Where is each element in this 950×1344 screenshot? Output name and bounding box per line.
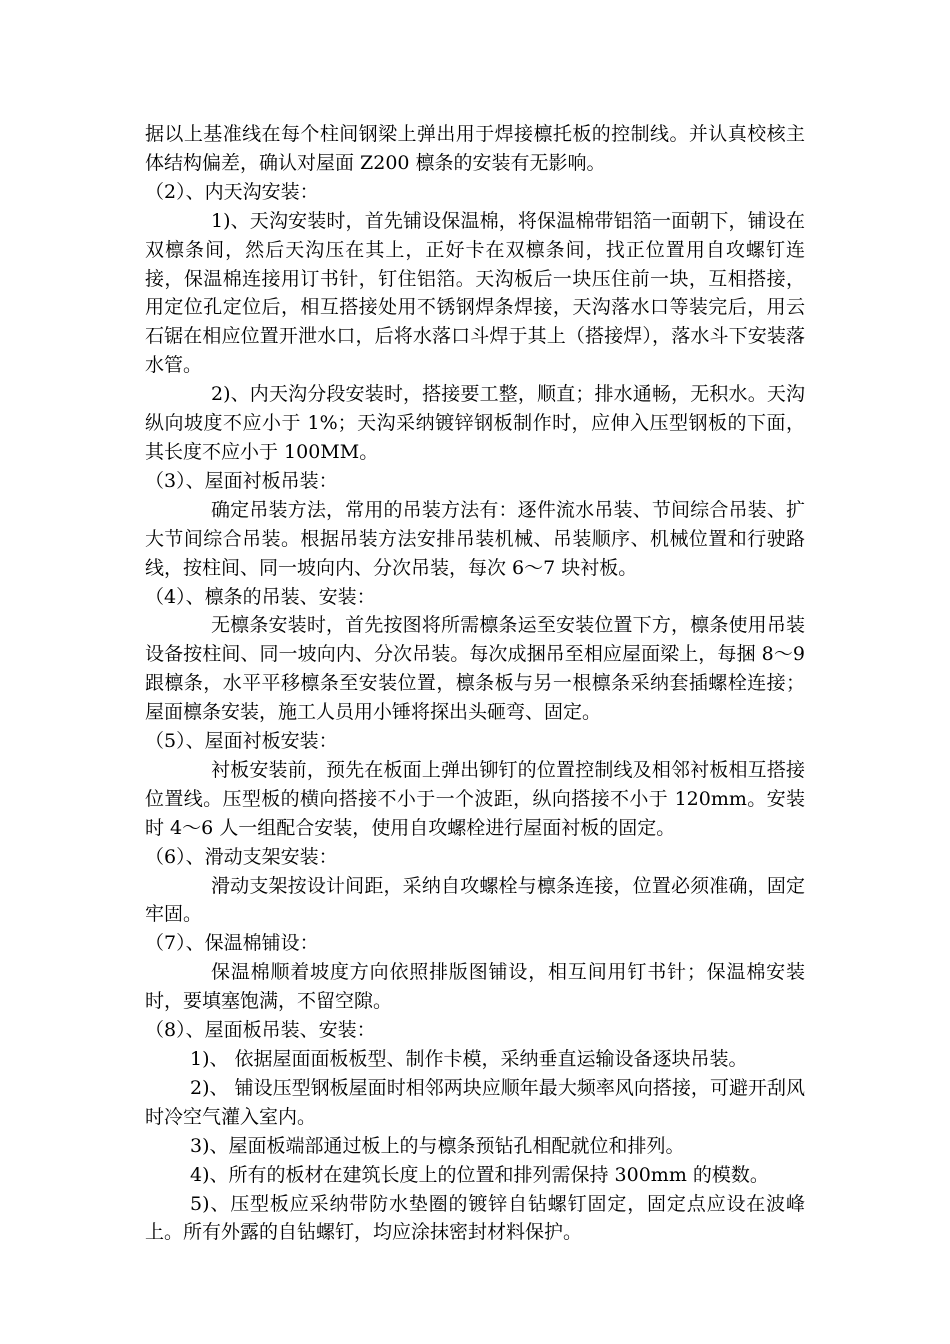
section-heading-roof-panel: （8）、屋面板吊装、安装：: [145, 1019, 376, 1042]
document-page: [145, 120, 805, 1247]
section-heading-liner-hoisting: （3）、屋面衬板吊装：: [145, 469, 338, 492]
paragraph-roof-panel-4: 4)、所有的板材在建筑长度上的位置和排列需保持 300mm 的模数。: [190, 1163, 769, 1186]
section-heading-purlin-hoisting: （4）、檩条的吊装、安装：: [145, 585, 376, 608]
paragraph-gutter-install-1: 1)、天沟安装时，首先铺设保温棉，将保温棉带铝箔一面朝下，铺设在双檩条间，然后天沟压在其上，正好卡在双檩条间，找正位置用自攻螺钉连接，保温棉连接用订书针，钉住铝箔。天沟板后一块压住前一块，互相搭接，用定位孔定位后，相互搭接处用不锈钢焊条焊接，天沟落水口等装完后，用云石锯在相应位置开泄水口，后将水落口斗焊于其上（搭接焊），落水斗下安装落水管。: [145, 209, 805, 377]
paragraph-liner-hoisting: 确定吊装方法，常用的吊装方法有：逐件流水吊装、节间综合吊装、扩大节间综合吊装。根据吊装方法安排吊装机械、吊装顺序、机械位置和行驶路线，按柱间、同一坡向内、分次吊装，每次 6～7 块衬板。: [145, 498, 805, 579]
paragraph-roof-panel-3: 3)、屋面板端部通过板上的与檩条预钻孔相配就位和排列。: [190, 1134, 685, 1157]
section-heading-insulation: （7）、保温棉铺设：: [145, 932, 319, 955]
paragraph-gutter-install-2: 2)、内天沟分段安装时，搭接要工整，顺直；排水通畅，无积水。天沟纵向坡度不应小于 1%；天沟采纳镀锌钢板制作时，应伸入压型钢板的下面，其长度不应小于 100MM。: [145, 383, 805, 463]
paragraph-purlin-hoisting: 无檩条安装时，首先按图将所需檩条运至安装位置下方，檩条使用吊装设备按柱间、同一坡向内、分次吊装。每次成捆吊至相应屋面梁上，每捆 8～9 跟檩条，水平平移檩条至安装位置，檩条板与另一根檩条采纳套插螺栓连接；屋面檩条安装，施工人员用小锤将探出头砸弯、固定。: [145, 614, 805, 724]
section-heading-sliding-bracket: （6）、滑动支架安装：: [145, 845, 338, 868]
paragraph-sliding-bracket: 滑动支架按设计间距，采纳自攻螺栓与檩条连接，位置必须准确，固定牢固。: [145, 874, 805, 926]
paragraph-liner-install: 衬板安装前，预先在板面上弹出铆钉的位置控制线及相邻衬板相互搭接位置线。压型板的横向搭接不小于一个波距，纵向搭接不小于 120mm。安装时 4～6 人一组配合安装，使用自攻螺栓进行屋面衬板的固定。: [145, 758, 805, 839]
paragraph-roof-panel-1: 1)、 依据屋面面板板型、制作卡模，采纳垂直运输设备逐块吊装。: [190, 1048, 748, 1070]
paragraph-baseline-control: 据以上基准线在每个柱间钢梁上弹出用于焊接檩托板的控制线。并认真校核主体结构偏差，确认对屋面 Z200 檩条的安装有无影响。: [145, 123, 805, 174]
paragraph-roof-panel-5: 5)、压型板应采纳带防水垫圈的镀锌自钻螺钉固定，固定点应设在波峰上。所有外露的自钻螺钉，均应涂抹密封材料保护。: [145, 1192, 805, 1244]
paragraph-roof-panel-2: 2)、 铺设压型钢板屋面时相邻两块应顺年最大频率风向搭接，可避开刮风时冷空气灌入室内。: [145, 1076, 805, 1128]
section-heading-inner-gutter: （2）、内天沟安装：: [145, 180, 319, 203]
paragraph-insulation: 保温棉顺着坡度方向依照排版图铺设，相互间用钉书针；保温棉安装时，要填塞饱满，不留空隙。: [145, 961, 805, 1013]
section-heading-liner-install: （5）、屋面衬板安装：: [145, 730, 338, 753]
